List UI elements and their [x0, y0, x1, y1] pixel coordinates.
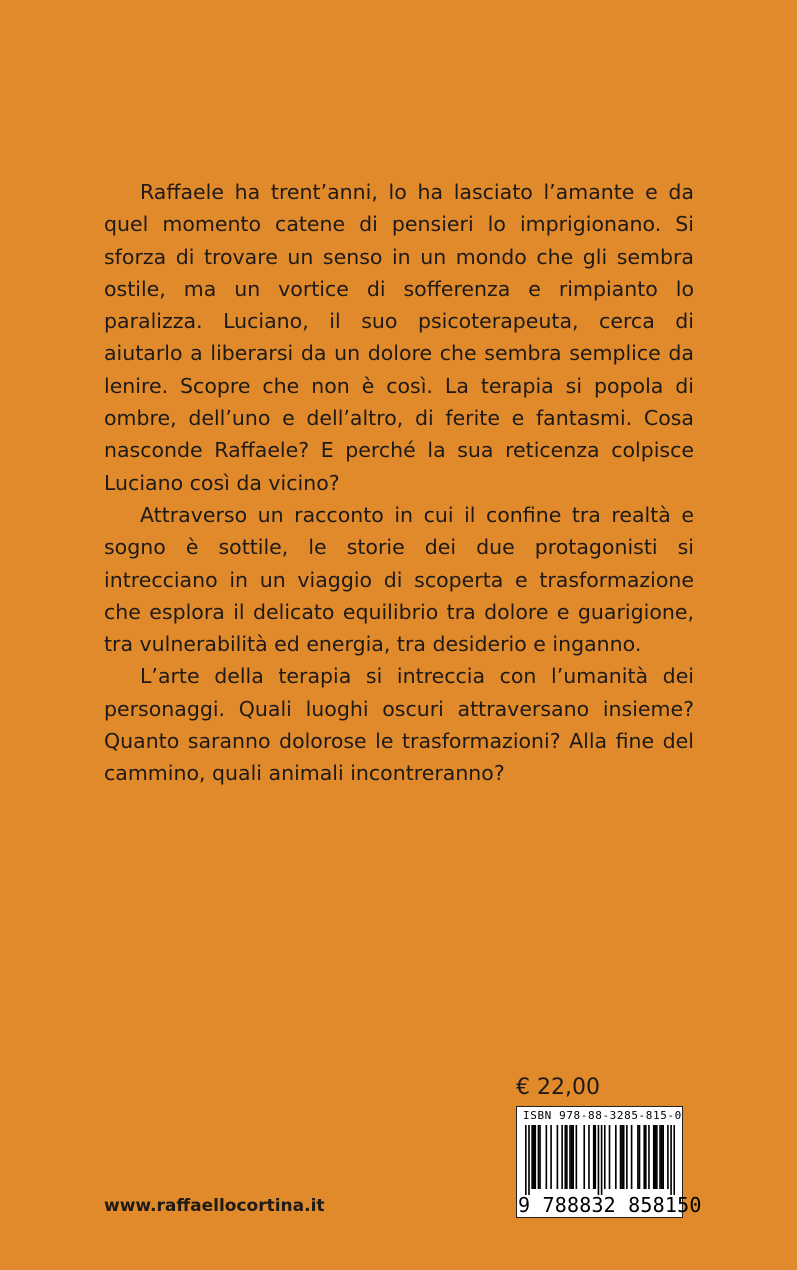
barcode-bar: [564, 1125, 566, 1189]
barcode-bar: [588, 1125, 590, 1189]
barcode-bar: [604, 1125, 606, 1189]
barcode-bar: [538, 1125, 540, 1189]
barcode-bar: [593, 1125, 595, 1189]
barcode-bar: [533, 1125, 535, 1189]
barcode-bar: [637, 1125, 639, 1189]
barcode-bar: [667, 1125, 669, 1189]
barcode-bar: [557, 1125, 559, 1189]
barcode-bar: [659, 1125, 661, 1189]
barcode-bar: [662, 1125, 664, 1189]
barcode-bar: [566, 1125, 568, 1189]
barcode-bar: [576, 1125, 578, 1189]
barcode-bar: [648, 1125, 650, 1189]
barcode-bar: [626, 1125, 628, 1189]
barcode-bar: [571, 1125, 573, 1189]
barcode-bar: [643, 1125, 645, 1189]
barcode-bar: [639, 1125, 641, 1189]
barcode-bar: [623, 1125, 625, 1189]
barcode-bar: [539, 1125, 541, 1189]
barcode-bar: [531, 1125, 533, 1189]
barcode-bar: [528, 1125, 530, 1195]
publisher-website: www.raffaellocortina.it: [104, 1196, 325, 1216]
barcode-number: 9 788832 858150: [518, 1193, 702, 1217]
barcode-bar: [654, 1125, 656, 1189]
barcode-bar: [601, 1125, 603, 1195]
blurb-paragraph-2: Attraverso un racconto in cui il confine tra realtà e sogno è sottile, le storie dei due protagonisti si intrecciano in un viaggio di scoperta e trasformazione che esplora il delicato equilibrio tra dolore e guarigione, tra vulnerabilità ed energia, tra desiderio e inganno.: [104, 502, 694, 657]
isbn-barcode: [516, 1106, 702, 1218]
blurb-paragraph-1: Raffaele ha trent’anni, lo ha lasciato l’amante e da quel momento catene di pensieri lo imprigionano. Si sforza di trovare un senso in un mondo che gli sembra ostile, ma un vortice di sofferenza e rimpianto lo paralizza. Luciano, il suo psicoterapeuta, cerca di aiutarlo a liberarsi da un dolore che sembra semplice da lenire. Scopre che non è così. La terapia si popola di ombre, dell’uno e dell’altro, di ferite e fantasmi. Cosa nasconde Raffaele? E perché la sua reticenza colpisce Luciano così da vicino?: [104, 180, 694, 495]
barcode-bar: [673, 1125, 675, 1195]
barcode-bar: [621, 1125, 623, 1189]
barcode-bar: [550, 1125, 552, 1189]
barcode-bar: [583, 1125, 585, 1189]
isbn-text: ISBN 978-88-3285-815-0: [523, 1109, 682, 1122]
barcode-bar: [631, 1125, 633, 1189]
barcode-bar: [670, 1125, 672, 1195]
barcode-bar: [656, 1125, 658, 1189]
barcode-bar: [525, 1125, 527, 1195]
barcode-bar: [561, 1125, 563, 1189]
barcode-bar: [615, 1125, 617, 1189]
barcode-bar: [569, 1125, 571, 1189]
barcode-bar: [661, 1125, 663, 1189]
blurb-paragraph-3: L’arte della terapia si intreccia con l’umanità dei personaggi. Quali luoghi oscuri attraversano insieme? Quanto saranno dolorose le trasformazioni? Alla fine del cammino, quali animali incontreranno?: [104, 664, 694, 786]
barcode-bars: [525, 1125, 675, 1195]
barcode-bar: [572, 1125, 574, 1189]
barcode-bar: [653, 1125, 655, 1189]
barcode-bar: [534, 1125, 536, 1189]
barcode-bar: [620, 1125, 622, 1189]
back-cover-blurb: [104, 176, 694, 790]
barcode-bar: [594, 1125, 596, 1189]
barcode-bar: [609, 1125, 611, 1189]
barcode-bar: [598, 1125, 600, 1195]
barcode-bar: [546, 1125, 548, 1189]
barcode-bar: [645, 1125, 647, 1189]
price-label: € 22,00: [516, 1075, 600, 1100]
